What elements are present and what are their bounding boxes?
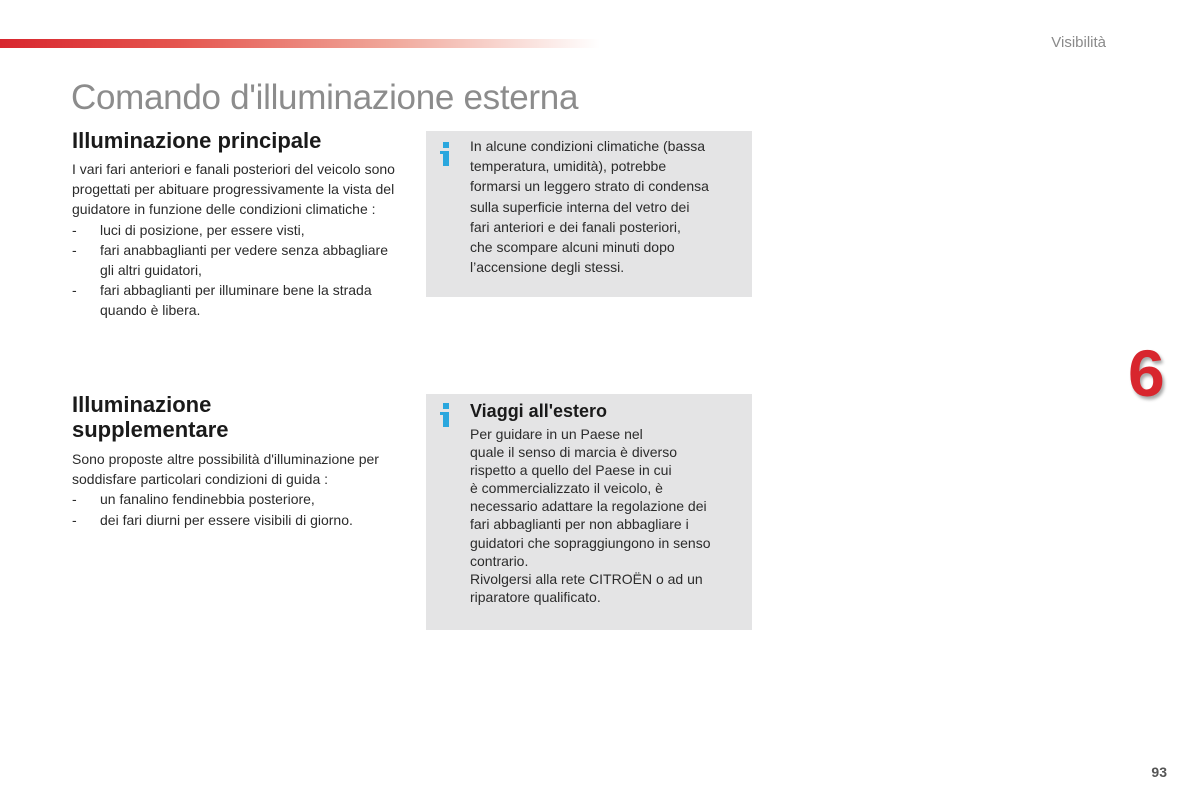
text-line: che scompare alcuni minuti dopo [470, 239, 675, 256]
text-line: è commercializzato il veicolo, è [470, 480, 663, 497]
travel-abroad-text [470, 425, 711, 606]
list-item: - dei fari diurni per essere visibili di giorno. [72, 510, 402, 530]
list-item: - fari abbaglianti per illuminare bene la strada quando è libera. [72, 280, 402, 320]
list-item: - luci di posizione, per essere visti, [72, 220, 402, 240]
chapter-number: 6 [1128, 336, 1165, 410]
main-lighting-section [72, 128, 402, 321]
info-icon [438, 402, 454, 428]
supplementary-lighting-list [72, 489, 402, 529]
text-line: In alcune condizioni climatiche (bassa [470, 138, 706, 154]
text-line: temperatura, umidità), potrebbe [470, 158, 667, 175]
text-line: guidatori che sopraggiungono in senso [470, 534, 711, 551]
text-line: formarsi un leggero strato di condensa [470, 178, 709, 195]
text-line: l’accensione degli stessi. [470, 259, 625, 276]
main-lighting-intro: I vari fari anteriori e fanali posteriori del veicolo sono progettati per abituare progressivamente la vista del guidatore in funzione delle condizioni climatiche : [72, 161, 395, 218]
page-title: Comando d'illuminazione esterna [71, 78, 579, 117]
text-line: Rivolgersi alla rete CITROËN o ad un [470, 570, 703, 587]
text-line: quale il senso di marcia è diverso [470, 444, 677, 461]
heading-line: supplementare [72, 417, 229, 442]
supplementary-lighting-intro: Sono proposte altre possibilità d'illuminazione per soddisfare particolari condizioni di guida : [72, 451, 379, 488]
section-label: Visibilità [1051, 34, 1106, 51]
text-line: fari abbaglianti per non abbagliare i [470, 516, 689, 533]
text-line: necessario adattare la regolazione dei [470, 498, 707, 515]
supplementary-lighting-section [72, 392, 402, 530]
box-title: Viaggi all'estero [470, 401, 608, 421]
info-box-travel-abroad [426, 394, 752, 630]
text-line: riparatore qualificato. [470, 588, 601, 605]
text-line: Per guidare in un Paese nel [470, 426, 643, 442]
text-line: rispetto a quello del Paese in cui [470, 462, 672, 479]
text-line: fari anteriori e dei fanali posteriori, [470, 218, 681, 235]
travel-abroad-content [470, 400, 711, 606]
info-icon [438, 141, 454, 167]
list-item: - un fanalino fendinebbia posteriore, [72, 489, 402, 509]
main-lighting-list [72, 220, 402, 321]
main-lighting-heading: Illuminazione principale [72, 128, 322, 153]
heading-line: Illuminazione [72, 392, 212, 417]
text-line: sulla superficie interna del vetro dei [470, 198, 690, 215]
info-box-condensation [426, 131, 752, 297]
list-item: - fari anabbaglianti per vedere senza abbagliare gli altri guidatori, [72, 240, 402, 280]
page-number: 93 [1151, 764, 1167, 780]
supplementary-lighting-heading [72, 392, 402, 442]
header-accent-bar [0, 39, 600, 48]
condensation-text [470, 136, 709, 277]
text-line: contrario. [470, 552, 529, 569]
